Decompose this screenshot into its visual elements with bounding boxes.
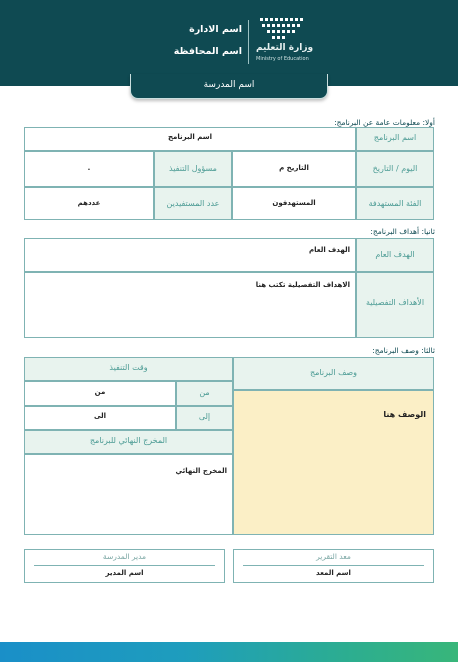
- footer-gradient-bar: [0, 642, 458, 662]
- date-value: التاريخ م: [279, 164, 309, 172]
- detailed-goals-label: الأهداف التفصيلية: [365, 298, 425, 307]
- target-group-label: الفئة المستهدفة: [368, 199, 422, 208]
- ministry-logo-icon: [258, 16, 314, 42]
- from-label: من: [199, 388, 210, 397]
- general-goal-label: الهدف العام: [375, 250, 415, 259]
- exec-time-label: وقت التنفيذ: [109, 363, 148, 372]
- general-goal-value: الهدف العام: [309, 246, 350, 254]
- general-goal-value-cell: [24, 238, 356, 272]
- governorate-name: اسم المحافظة: [173, 46, 242, 57]
- section1-title: أولا: معلومات عامة عن البرنامج:: [334, 118, 435, 127]
- executor-label: مسؤول التنفيذ: [169, 164, 217, 173]
- reporter-label: معد التقرير: [316, 552, 351, 561]
- executor-value: .: [87, 164, 91, 172]
- final-output-value: المخرج النهائي: [175, 467, 227, 475]
- school-name: اسم المدرسة: [203, 80, 255, 90]
- principal-value: اسم المدير: [105, 569, 144, 577]
- principal-divider: [34, 565, 215, 566]
- ministry-name-en: Ministry of Education: [256, 56, 309, 62]
- header-divider: [248, 20, 249, 64]
- section3-title: ثالثا: وصف البرنامج:: [372, 346, 435, 355]
- from-value: من: [94, 388, 106, 396]
- final-output-label: المخرج النهائي للبرنامج: [89, 436, 168, 445]
- description-value: الوصف هنا: [383, 410, 426, 419]
- beneficiaries-label: عدد المستفيدين: [166, 199, 220, 208]
- principal-label: مدير المدرسة: [102, 552, 147, 561]
- section2-title: ثانيا: أهداف البرنامج:: [370, 227, 435, 236]
- reporter-divider: [243, 565, 424, 566]
- target-group-value: المستهدفون: [272, 199, 316, 207]
- description-label: وصف البرنامج: [309, 368, 358, 377]
- administration-name: اسم الادارة: [189, 24, 242, 35]
- detailed-goals-value: الاهداف التفصيلية تكتب هنا: [255, 281, 350, 289]
- reporter-value: اسم المعد: [316, 569, 351, 577]
- beneficiaries-value: عددهم: [77, 199, 101, 207]
- day-date-label: اليوم / التاريخ: [372, 164, 418, 173]
- program-name-label: اسم البرنامج: [373, 133, 417, 142]
- to-value: الى: [93, 412, 107, 420]
- to-label: إلى: [198, 412, 211, 421]
- ministry-name-ar: وزارة التعليم: [256, 43, 314, 53]
- program-name-value: اسم البرنامج: [167, 133, 213, 141]
